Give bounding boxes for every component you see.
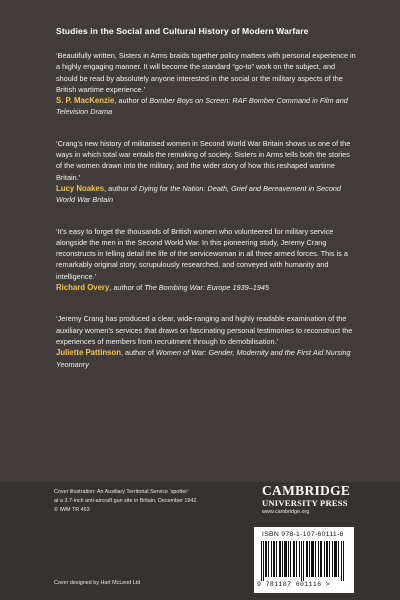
- endorsement-author-of: , author of: [109, 283, 145, 293]
- cover-illustration-copyright: © IWM TR 453: [54, 507, 90, 513]
- endorsement-attribution: [56, 95, 356, 118]
- endorsement-attribution: [56, 347, 356, 370]
- endorsement-text: ‘Jeremy Crang has produced a clear, wide-ranging and highly readable examination of the auxiliary women’s services that draws on fascinating personal testimonies to reconstruct the experiences of members from recruitment through to demobilisation.’: [56, 314, 353, 346]
- endorsement: [56, 313, 356, 369]
- endorsement-work: Bomber Boys on Screen: RAF Bomber Command in Film and Television Drama: [56, 96, 348, 117]
- cover-illustration-credit: [54, 488, 244, 515]
- endorsement-author: Juliette Pattinson: [56, 348, 121, 358]
- endorsement-text: ‘Beautifully written, Sisters in Arms braids together policy matters with personal experience in a highly engaging manner. It will become the standard “go-to” work on the subject, and should be read by absolutely anyone interested in the social or the military aspects of the British wartime experience.’: [56, 51, 356, 94]
- endorsement-author: S. P. MacKenzie: [56, 96, 115, 106]
- endorsement: [56, 50, 356, 118]
- endorsement-author-of: , author of: [120, 348, 156, 358]
- isbn-barcode: [254, 527, 354, 593]
- endorsements: [56, 50, 356, 390]
- publisher-subtitle: UNIVERSITY PRESS: [262, 498, 348, 508]
- endorsement-attribution: [56, 282, 356, 293]
- endorsement-work: The Bombing War: Europe 1939–1945: [144, 283, 270, 293]
- isbn-label: ISBN 978-1-107-60111-6: [262, 531, 344, 538]
- endorsement-author: Lucy Noakes: [56, 183, 105, 193]
- endorsement-author-of: , author of: [114, 96, 150, 106]
- endorsement: [56, 138, 356, 206]
- cover-illustration-line: Cover illustration: An Auxiliary Territorial Service ‘spotter’: [54, 489, 189, 495]
- endorsement: [56, 226, 356, 294]
- endorsement-author-of: , author of: [104, 183, 139, 193]
- cover-illustration-line: at a 3.7-inch anti-aircraft gun site in Britain, December 1942.: [54, 498, 198, 504]
- endorsement-work: Women of War: Gender, Modernity and the First Aid Nursing Yeomanry: [56, 348, 351, 369]
- endorsement-attribution: [56, 183, 356, 206]
- series-title: Studies in the Social and Cultural History of Modern Warfare: [56, 26, 309, 36]
- publisher-logo: [262, 484, 352, 515]
- barcode-digits: 9 781107 601116 >: [257, 581, 331, 588]
- cover-designer-credit: Cover designed by Hart McLeod Ltd: [54, 580, 141, 586]
- endorsement-author: Richard Overy: [56, 283, 110, 293]
- endorsement-text: ‘Crang’s new history of militarised women in Second World War Britain shows us one of the ways in which total war entails the remaking of society. Sisters in Arms tells both the stories of the women drawn into the military, and the wider story of how this reshaped wartime Britain.’: [56, 138, 351, 182]
- publisher-name: CAMBRIDGE: [262, 483, 351, 498]
- barcode-bars: [261, 541, 347, 581]
- publisher-url: www.cambridge.org: [262, 509, 310, 515]
- endorsement-text: ‘It’s easy to forget the thousands of British women who volunteered for military service alongside the men in the Second World War. In this pioneering study, Jeremy Crang reconstructs in telling detail the life of the servicewoman in all three armed forces. This is a remarkably original story, scrupulously researched, and conveyed with humanity and intelligence.’: [56, 226, 348, 281]
- endorsement-work: Dying for the Nation: Death, Grief and Bereavement in Second World War Britain: [56, 183, 341, 205]
